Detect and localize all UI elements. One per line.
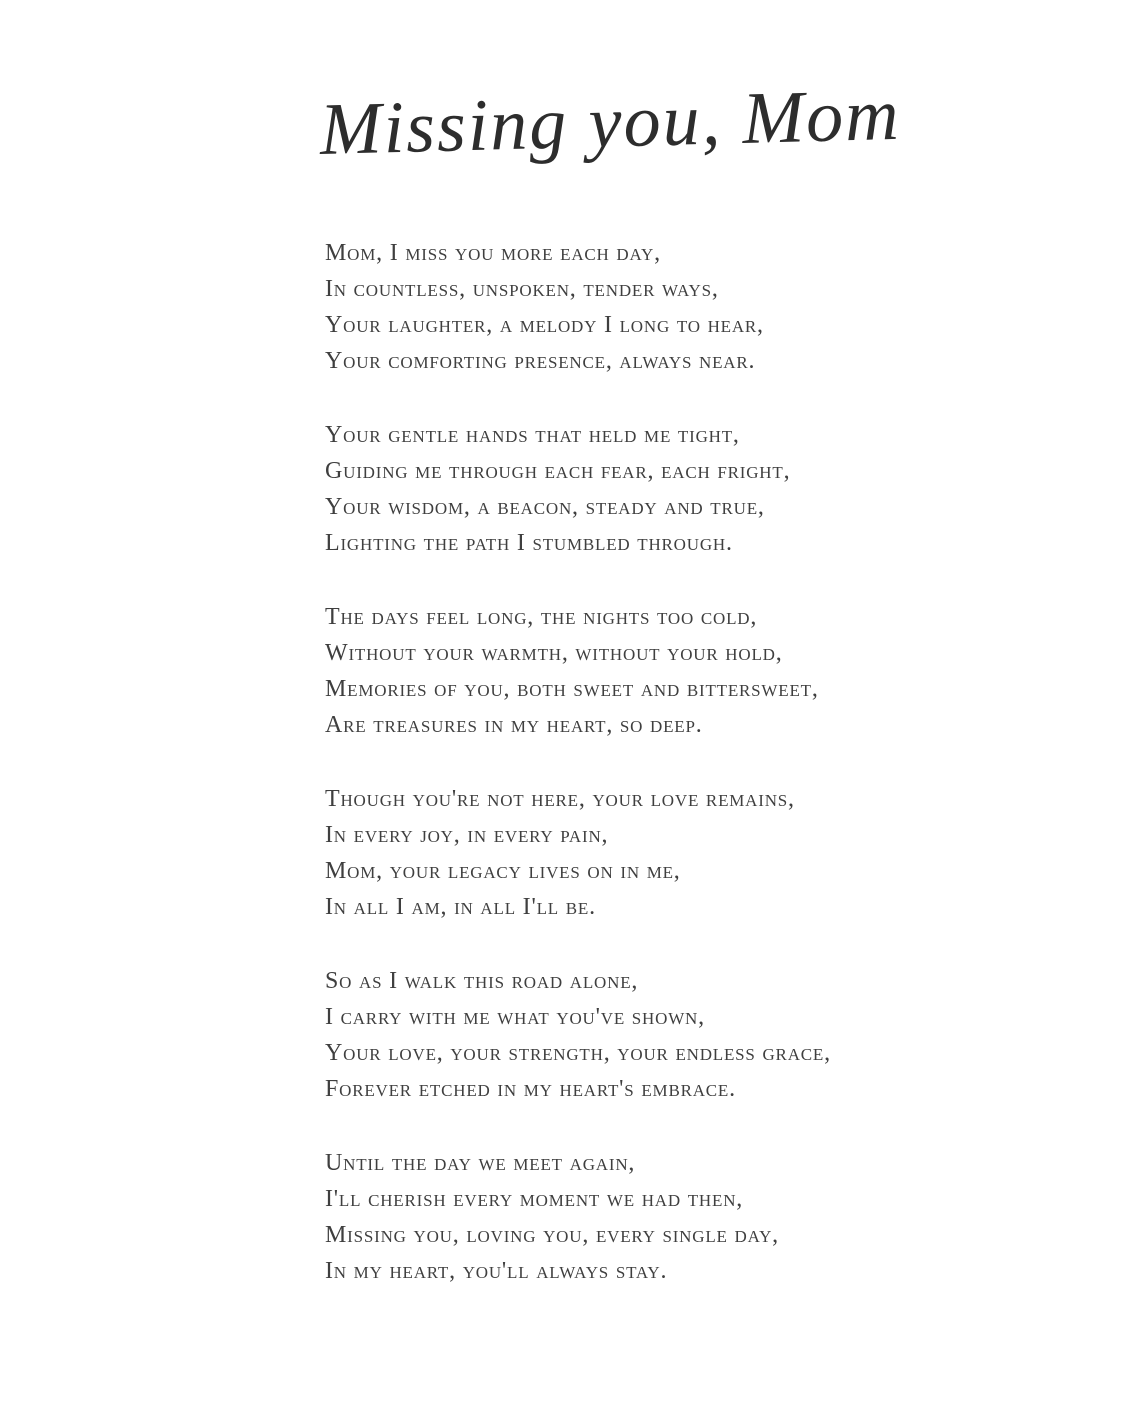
poem-line: Mom, your legacy lives on in me,: [325, 858, 681, 885]
poem-line: I'll cherish every moment we had then,: [325, 1186, 744, 1213]
stanza-5: [325, 963, 1080, 1107]
poem-line: Your wisdom, a beacon, steady and true,: [325, 494, 765, 521]
poem-line: Lighting the path I stumbled through.: [325, 530, 733, 557]
poem-line: In my heart, you'll always stay.: [325, 1258, 668, 1285]
poem-line: Forever etched in my heart's embrace.: [325, 1076, 736, 1103]
stanza-1: [325, 235, 1080, 379]
poem-line: Guiding me through each fear, each fright,: [325, 458, 791, 485]
page-title: Missing you, Mom: [318, 73, 902, 172]
stanza-3: [325, 599, 1080, 743]
poem-line: In every joy, in every pain,: [325, 822, 609, 849]
poem-line: Your comforting presence, always near.: [325, 348, 756, 375]
poem-line: Your laughter, a melody I long to hear,: [325, 312, 764, 339]
poem-line: Until the day we meet again,: [325, 1150, 636, 1177]
stanza-6: [325, 1145, 1080, 1289]
poem-line: So as I walk this road alone,: [325, 968, 639, 995]
poem-line: I carry with me what you've shown,: [325, 1004, 705, 1031]
poem-line: The days feel long, the nights too cold,: [325, 604, 758, 631]
poem-line: Though you're not here, your love remains,: [325, 786, 795, 813]
poem-line: Your love, your strength, your endless grace,: [325, 1040, 831, 1067]
poem-line: Your gentle hands that held me tight,: [325, 422, 740, 449]
poem-line: Without your warmth, without your hold,: [325, 640, 783, 667]
stanza-2: [325, 417, 1080, 561]
poem-line: Memories of you, both sweet and bittersweet,: [325, 676, 819, 703]
poem-line: In countless, unspoken, tender ways,: [325, 276, 719, 303]
poem-line: Are treasures in my heart, so deep.: [325, 712, 703, 739]
poem-line: Missing you, loving you, every single day,: [325, 1222, 779, 1249]
poem-line: In all I am, in all I'll be.: [325, 894, 596, 921]
stanza-4: [325, 781, 1080, 925]
poem-line: Mom, I miss you more each day,: [325, 240, 661, 267]
